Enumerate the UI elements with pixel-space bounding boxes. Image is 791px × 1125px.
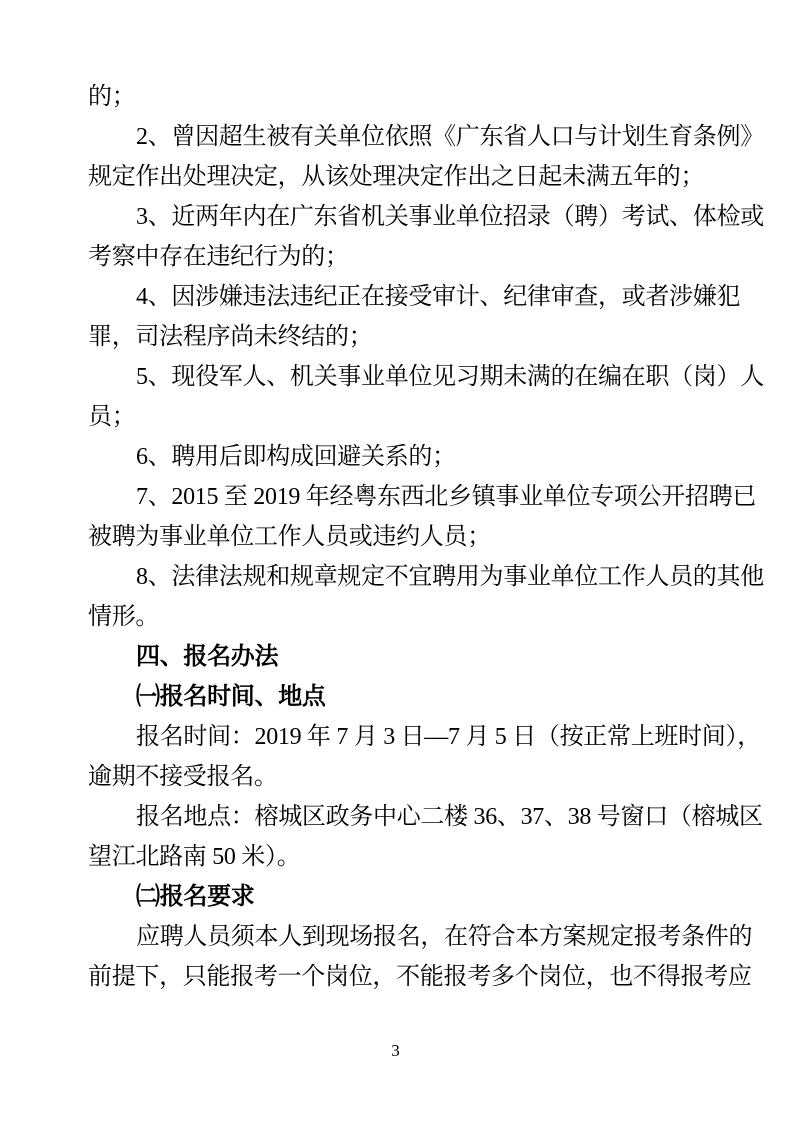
text-line: 4、因涉嫌违法违纪正在接受审计、纪律审查，或者涉嫌犯 [136, 284, 741, 310]
text-line: 7、2015 至 2019 年经粤东西北乡镇事业单位专项公开招聘已 [136, 484, 757, 510]
text-line: 的； [88, 84, 136, 110]
text-line: 前提下，只能报考一个岗位，不能报考多个岗位，也不得报考应 [88, 964, 752, 990]
text-line: 2、曾因超生被有关单位依照《广东省人口与计划生育条例》 [136, 124, 764, 150]
text-line: 逾期不接受报名。 [88, 764, 278, 790]
text-line: 应聘人员须本人到现场报名，在符合本方案规定报考条件的 [136, 924, 753, 950]
document-body [88, 77, 764, 997]
text-line: 报名时间：2019 年 7 月 3 日—7 月 5 日（按正常上班时间）， [136, 724, 761, 750]
text-line: 规定作出处理决定，从该处理决定作出之日起未满五年的； [88, 164, 705, 190]
text-line: 6、聘用后即构成回避关系的； [136, 444, 456, 470]
text-line: ㈠报名时间、地点 [136, 684, 326, 710]
text-line: 四、报名办法 [136, 644, 279, 670]
text-line: 罪，司法程序尚未终结的； [88, 324, 373, 350]
text-line: 被聘为事业单位工作人员或违约人员； [88, 524, 491, 550]
text-line: 考察中存在违纪行为的； [88, 244, 349, 270]
text-line: 报名地点：榕城区政务中心二楼 36、37、38 号窗口（榕城区 [136, 804, 763, 830]
page-number: 3 [391, 1041, 400, 1060]
text-line: 5、现役军人、机关事业单位见习期未满的在编在职（岗）人 [136, 364, 764, 390]
text-line: 情形。 [88, 604, 160, 630]
text-line: ㈡报名要求 [136, 884, 255, 910]
text-line: 3、近两年内在广东省机关事业单位招录（聘）考试、体检或 [136, 204, 764, 230]
text-line: 8、法律法规和规章规定不宜聘用为事业单位工作人员的其他 [136, 564, 764, 590]
text-line: 望江北路南 50 米）。 [88, 844, 301, 870]
text-line: 员； [88, 404, 136, 430]
